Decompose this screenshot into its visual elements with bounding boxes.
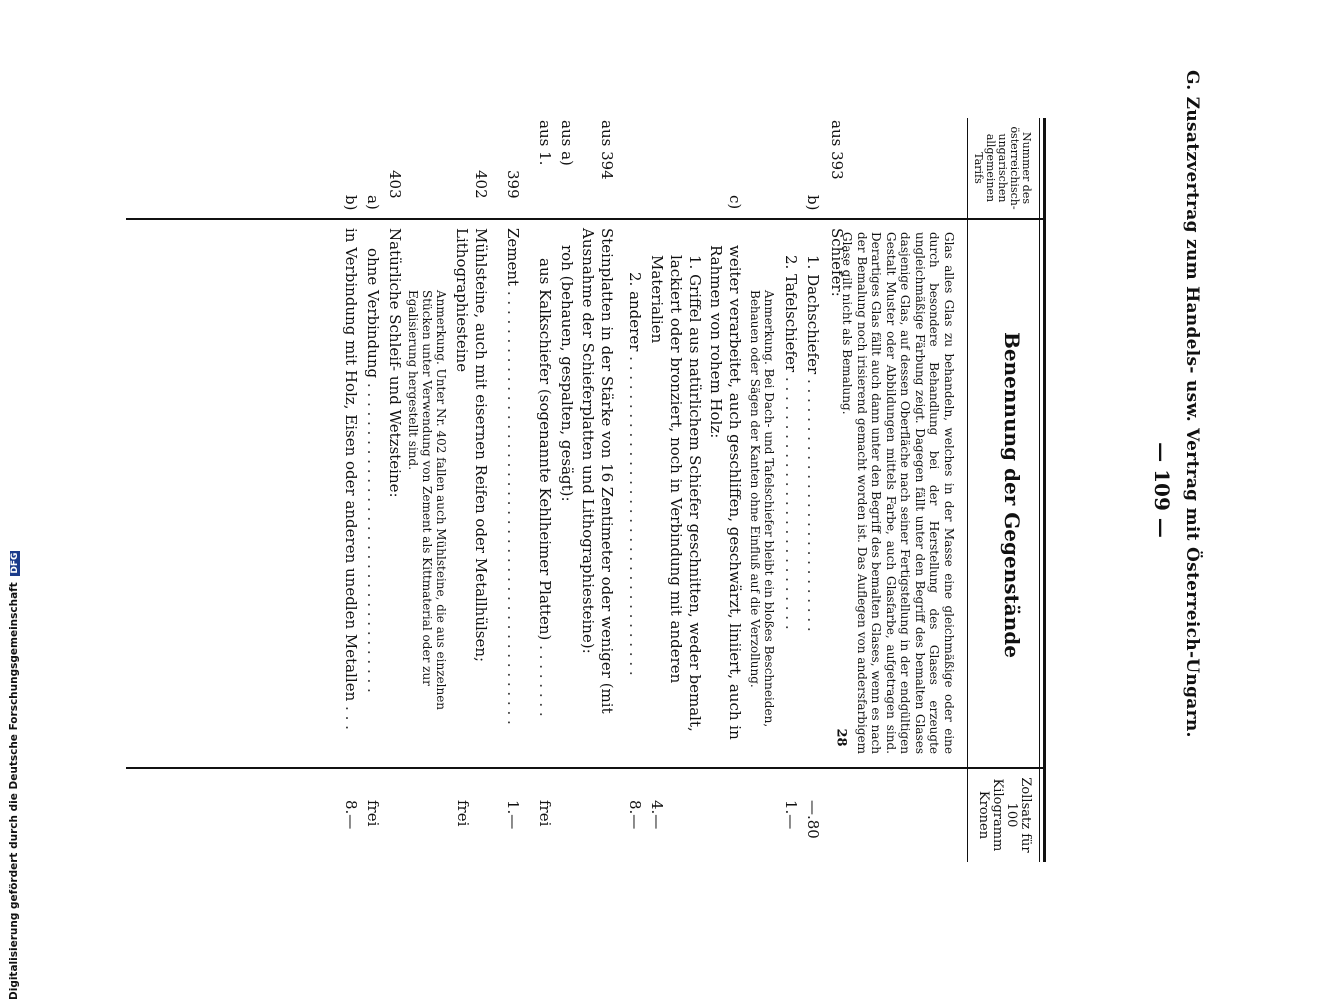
entry-text: Schiefer:	[828, 228, 846, 297]
table-top-rule	[1043, 118, 1046, 862]
column-divider-1	[126, 218, 1046, 220]
dfg-logo: DFG	[10, 552, 20, 574]
page-number: — 109 —	[1150, 442, 1174, 538]
entry-rate: frei	[536, 800, 554, 827]
entry-rate: 8.—	[342, 800, 360, 830]
table-top-rule-thin	[1039, 118, 1040, 862]
entry-text: Zement . . . . . . . . . . . . . . . . . . . . . . . . . . . . . . . . . . . . . . . . . . . . . .	[504, 228, 522, 725]
entry-number: aus 1.	[536, 120, 554, 166]
entry-text: roh (behauen, gespalten, gesägt):	[558, 245, 576, 502]
column-header-name: Benennung der Gegenstände	[1000, 332, 1024, 658]
entry-sub: a)	[364, 195, 382, 210]
entry-number: aus a)	[558, 120, 576, 166]
entry-text: Natürliche Schleif- und Wetzsteine:	[386, 228, 404, 498]
entry-text: weiter verarbeitet, auch geschliffen, geschwärzt, liniiert, auch in Rahmen von rohem Holz:	[707, 245, 744, 740]
entry-number: 402	[472, 170, 490, 199]
entry-number: aus 393	[828, 120, 846, 180]
intro-annotation: Glas alles Glas zu behandeln, welches in der Masse eine gleichmäßige oder eine durch besondere Behandlung bei der Herstellung des Glases erzeugte ungleichmäßige Färbung zeigt. Dagegen fällt unter den Begriff des bemalten Glases dasjenige Glas, auf dessen Oberfläche nach seiner Fertigstellung in der endgültigen Gestalt Muster oder Abbildungen mittels Farbe, auch Glasfarbe, aufgetragen sind. Derartiges Glas fällt auch dann unter den Begriff des bemalten Glases, wenn es nach der Bemalung noch irisierend gemacht worden ist. Das Auflegen von andersfarbigem Glase gilt nicht als Bemalung.	[840, 232, 956, 754]
entry-text: ohne Verbindung . . . . . . . . . . . . . . . . . . . . . . . . . . . . . . . . .	[364, 248, 382, 693]
entry-rate: —.80	[804, 800, 822, 839]
column-header-number: Nummer des österreichisch-ungarischen allgemeinen Tarifs	[972, 126, 1033, 210]
entry-text: 1. Dachschiefer . . . . . . . . . . . . . . . . . . . . . . . . . . .	[804, 255, 822, 632]
running-head: G. Zusatzvertrag zum Handels- usw. Vertrag mit Österreich-Ungarn.	[1182, 70, 1202, 738]
entry-rate: frei	[454, 800, 472, 827]
entry-text: 2. anderer . . . . . . . . . . . . . . . . . . . . . . . . . . . . . . . . . .	[626, 272, 644, 676]
entry-rate: 1.—	[782, 800, 800, 830]
entry-rate: frei	[364, 800, 382, 827]
entry-rate: 1.—	[504, 800, 522, 830]
header-rule	[967, 118, 968, 862]
entry-text: in Verbindung mit Holz, Eisen oder anderen unedlen Metallen . . .	[342, 228, 360, 730]
entry-note: Anmerkung. Bei Dach- und Tafelschiefer bleibt ein bloßes Beschneiden, Behauen oder Sägen der Kanten ohne Einfluß auf die Verzollung.	[748, 290, 776, 728]
entry-rate: 8.—	[626, 800, 644, 830]
entry-rate: 4.—	[648, 800, 666, 830]
entry-number: 399	[504, 170, 522, 199]
entry-text: Steinplatten in der Stärke von 16 Zentimeter oder weniger (mit Ausnahme der Schieferplatten und Lithographiesteine):	[579, 228, 616, 714]
entry-number: 403	[386, 170, 404, 199]
footer-text: Digitalisierung gefördert durch die Deutsche Forschungsgemeinschaft	[8, 582, 20, 1000]
entry-text: Mühlsteine, auch mit eisernen Reifen oder Metallhülsen; Lithographiesteine	[453, 228, 490, 663]
entry-number: aus 394	[598, 120, 616, 180]
column-divider-2	[126, 767, 1046, 769]
entry-sub: b)	[342, 195, 360, 211]
sheet-number: 28	[833, 728, 849, 747]
entry-text: 1. Griffel aus natürlichem Schiefer geschnitten, weder bemalt, lackiert oder bronziert, noch in Verbindung mit anderen Materialien	[648, 255, 704, 732]
column-header-rate: Zollsatz für 100 Kilogramm Kronen	[976, 777, 1033, 853]
entry-text: aus Kalkschiefer (sogenannte Kehlheimer Platten) . . . . . . . .	[536, 258, 554, 717]
digitization-footer	[8, 0, 20, 1000]
entry-note: Anmerkung. Unter Nr. 402 fallen auch Mühlsteine, die aus einzelnen Stücken unter Verwendung von Zement als Kittmaterial oder zur Egalisierung hergestellt sind.	[406, 290, 448, 711]
entry-text: 2. Tafelschiefer . . . . . . . . . . . . . . . . . . . . . . . . . . .	[782, 255, 800, 630]
entry-sub: b)	[804, 195, 822, 211]
entry-sub: c)	[726, 195, 744, 210]
